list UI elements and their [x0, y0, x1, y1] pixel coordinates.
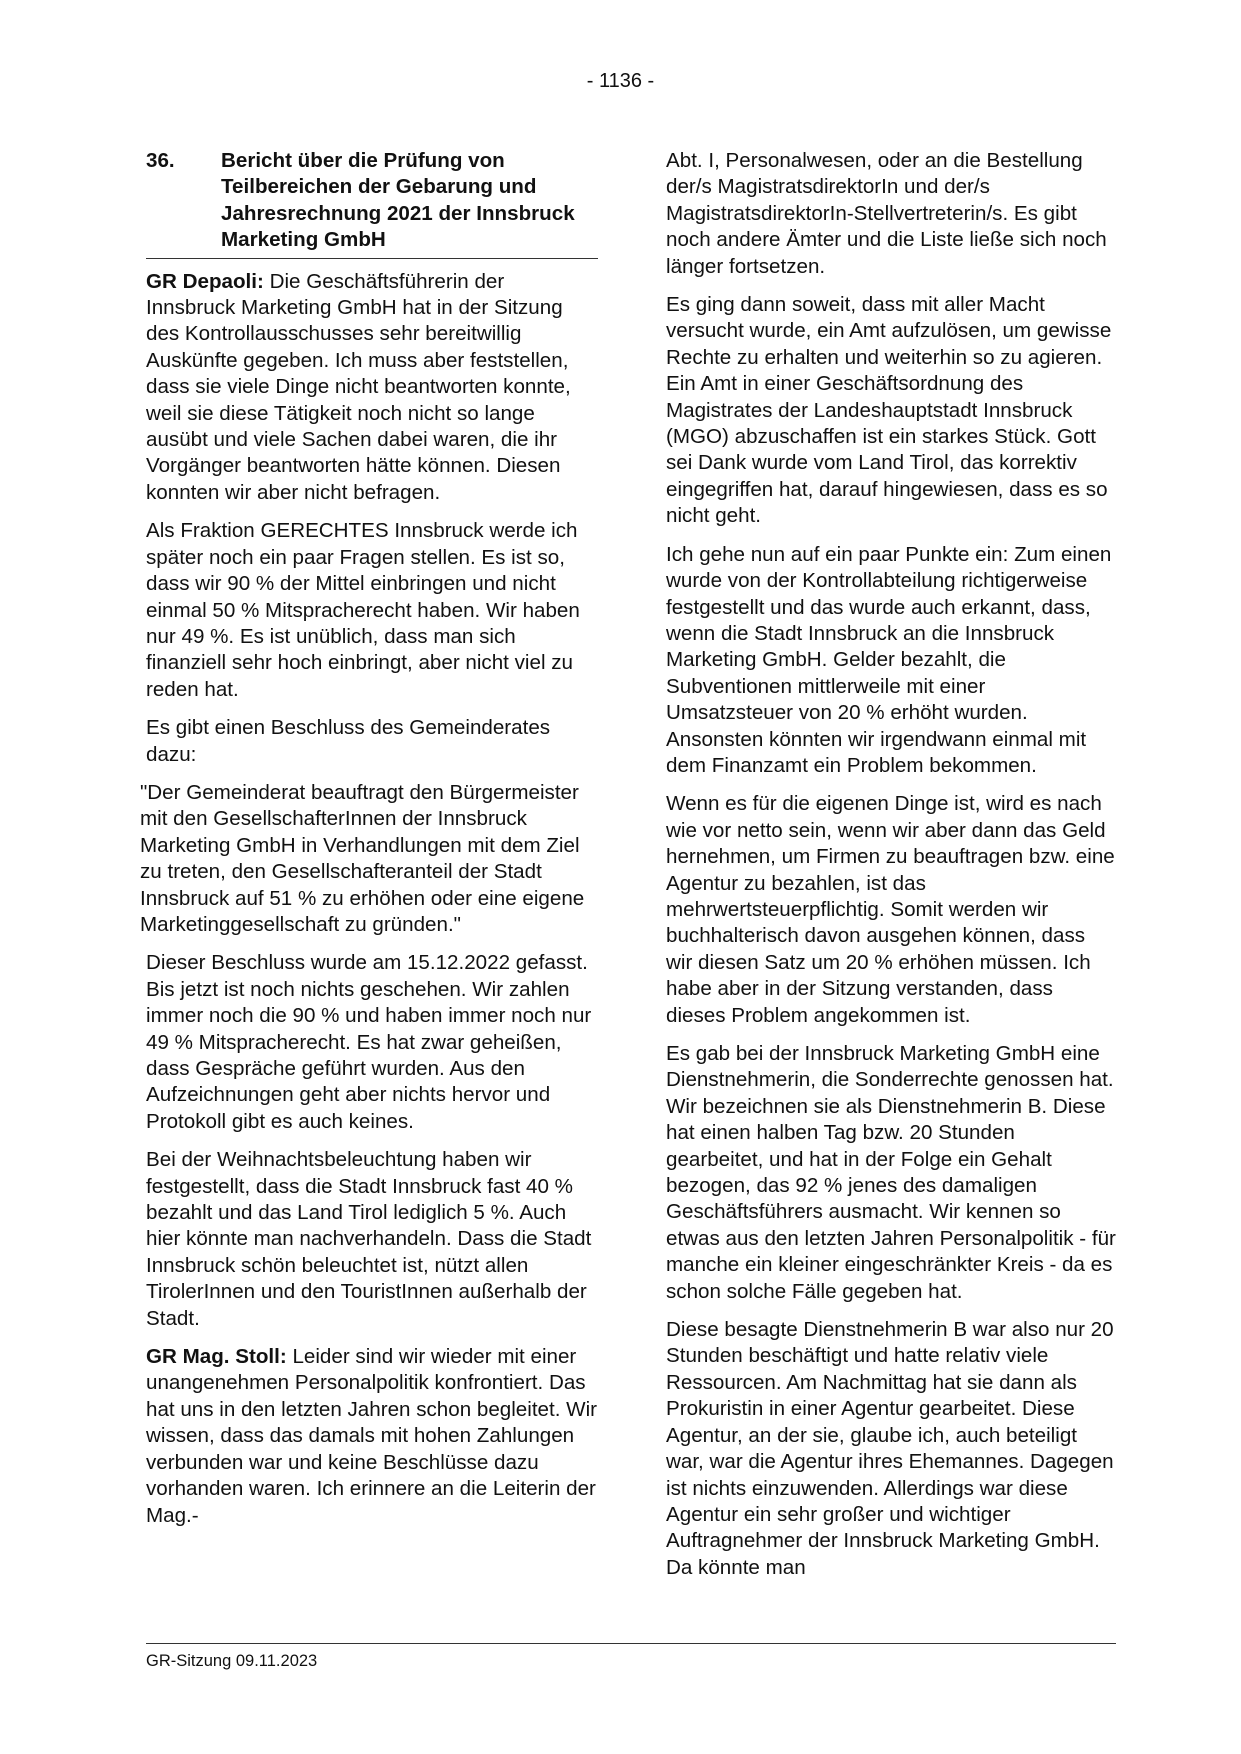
paragraph: Es gab bei der Innsbruck Marketing GmbH eine Dienstnehmerin, die Sonderrechte genossen hat. Wir bezeichnen sie als Dienstnehmerin B. Diese hat einen halben Tag bzw. 20 Stunden gearbeitet, und hat in der Folge ein Gehalt bezogen, das 92 % jenes des damaligen Geschäftsführers ausmacht. Wir kennen so etwas aus den letzten Jahren Personalpolitik - für manche ein kleiner eingeschränkter Kreis - da es schon solche Fälle gegeben hat.	[666, 1042, 1116, 1303]
paragraph: Dieser Beschluss wurde am 15.12.2022 gefasst. Bis jetzt ist noch nichts geschehen. Wir zahlen immer noch die 90 % und haben immer noch nur 49 % Mitspracherecht. Es hat zwar geheißen, dass Gespräche geführt wurden. Aus den Aufzeichnungen geht aber nichts hervor und Protokoll gibt es auch keines.	[146, 951, 592, 1133]
right-column	[666, 148, 1116, 1593]
speaker-name: GR Depaoli:	[146, 269, 264, 293]
paragraph: Als Fraktion GERECHTES Innsbruck werde ich später noch ein paar Fragen stellen. Es ist so, dass wir 90 % der Mittel einbringen und nicht einmal 50 % Mitspracherecht haben. Wir haben nur 49 %. Es ist unüblich, dass man sich finanziell sehr hoch einbringt, aber nicht viel zu reden hat.	[146, 519, 580, 701]
left-column	[140, 148, 598, 1541]
paragraph: Abt. I, Personalwesen, oder an die Bestellung der/s MagistratsdirektorIn und der/s MagistratsdirektorIn-Stellvertreterin/s. Es gibt noch andere Ämter und die Liste ließe sich noch länger fortsetzen.	[666, 149, 1107, 278]
agenda-item-number: 36.	[146, 149, 175, 172]
paragraph: Bei der Weihnachtsbeleuchtung haben wir festgestellt, dass die Stadt Innsbruck fast 40 % bezahlt und das Land Tirol lediglich 5 %. Auch hier könnte man nachverhandeln. Dass die Stadt Innsbruck schön beleuchtet ist, nützt allen TirolerInnen und den TouristInnen außerhalb der Stadt.	[146, 1148, 592, 1330]
paragraph: Ich gehe nun auf ein paar Punkte ein: Zum einen wurde von der Kontrollabteilung richtigerweise festgestellt und das wurde auch erkannt, dass, wenn die Stadt Innsbruck an die Innsbruck Marketing GmbH. Gelder bezahlt, die Subventionen mittlerweile mit einer Umsatzsteuer von 20 % erhöht wurden. Ansonsten könnten wir irgendwann einmal mit dem Finanzamt ein Problem bekommen.	[666, 542, 1112, 777]
paragraph-text: Die Geschäftsführerin der Innsbruck Marketing GmbH hat in der Sitzung des Kontrollausschusses sehr bereitwillig Auskünfte gegeben. Ich muss aber feststellen, dass sie viele Dinge nicht beantworten konnte, weil sie diese Tätigkeit noch nicht so lange ausübt und viele Sachen dabei waren, die ihr Vorgänger beantworten hätte können. Diesen konnten wir aber nicht befragen.	[146, 269, 571, 504]
paragraph-text: Leider sind wir wieder mit einer unangenehmen Personalpolitik konfrontiert. Das hat uns in den letzten Jahren schon begleitet. Wir wissen, dass das damals mit hohen Zahlungen verbunden war und keine Beschlüsse dazu vorhanden waren. Ich erinnere an die Leiterin der Mag.-	[146, 1345, 598, 1527]
speaker-name: GR Mag. Stoll:	[146, 1345, 287, 1369]
agenda-item-title: Bericht über die Prüfung von Teilbereichen der Gebarung und Jahresrechnung 2021 der Innsbruck Marketing GmbH	[221, 149, 575, 252]
footer-divider	[146, 1643, 1116, 1644]
paragraph: Es ging dann soweit, dass mit aller Macht versucht wurde, ein Amt aufzulösen, um gewisse Rechte zu erhalten und weiterhin so zu agieren. Ein Amt in einer Geschäftsordnung des Magistrates der Landeshauptstadt Innsbruck (MGO) abzuschaffen ist ein starkes Stück. Gott sei Dank wurde vom Land Tirol, das korrektiv eingegriffen hat, darauf hingewiesen, dass es so nicht geht.	[666, 293, 1112, 528]
paragraph-depaoli	[146, 269, 598, 507]
quoted-resolution: "Der Gemeinderat beauftragt den Bürgermeister mit den GesellschafterInnen der Innsbruck Marketing GmbH in Verhandlungen mit dem Ziel zu treten, den Gesellschafteranteil der Stadt Innsbruck auf 51 % zu erhöhen oder eine eigene Marketinggesellschaft zu gründen."	[140, 780, 585, 936]
paragraph-stoll	[146, 1344, 598, 1529]
paragraph: Diese besagte Dienstnehmerin B war also nur 20 Stunden beschäftigt und hatte relativ viele Ressourcen. Am Nachmittag hat sie dann als Prokuristin in einer Agentur gearbeitet. Diese Agentur, an der sie, glaube ich, auch beteiligt war, war die Agentur ihres Ehemannes. Dagegen ist nichts einzuwenden. Allerdings war diese Agentur ein sehr großer und wichtiger Auftragnehmer der Innsbruck Marketing GmbH. Da könnte man	[666, 1318, 1114, 1579]
footer-session-date: GR-Sitzung 09.11.2023	[146, 1652, 318, 1670]
paragraph: Wenn es für die eigenen Dinge ist, wird es nach wie vor netto sein, wenn wir aber dann das Geld hernehmen, um Firmen zu beauftragen bzw. eine Agentur zu bezahlen, ist das mehrwertsteuerpflichtig. Somit werden wir buchhalterisch davon ausgehen können, dass wir diesen Satz um 20 % erhöhen müssen. Ich habe aber in der Sitzung verstanden, dass dieses Problem angekommen ist.	[666, 792, 1115, 1027]
paragraph: Es gibt einen Beschluss des Gemeinderates dazu:	[146, 716, 551, 766]
page-number: - 1136 -	[586, 70, 655, 92]
agenda-item-heading	[146, 148, 598, 259]
